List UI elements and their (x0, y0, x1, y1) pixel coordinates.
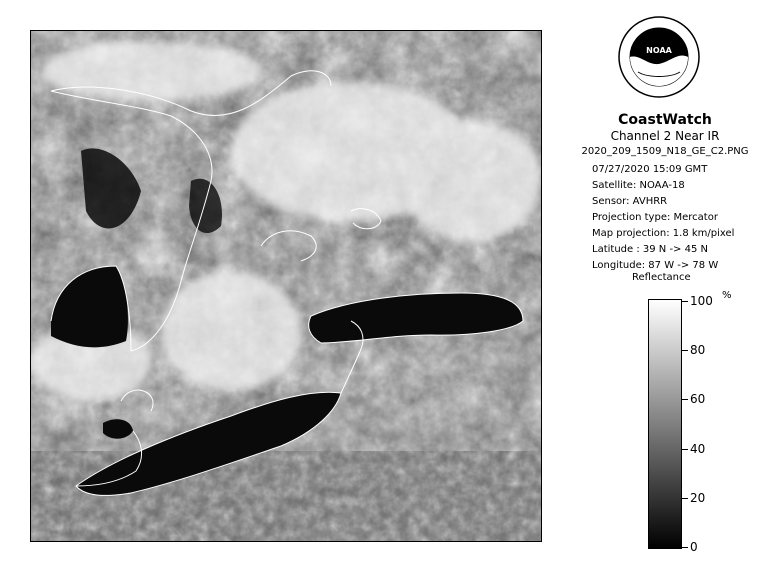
noaa-logo (618, 16, 700, 98)
colorbar-tick-label: 100 (690, 294, 713, 308)
filename-label: 2020_209_1509_N18_GE_C2.PNG (581, 146, 749, 157)
colorbar-tick (682, 498, 688, 499)
longitude-label: Longitude: 87 W -> 78 W (592, 260, 719, 271)
channel-label: Channel 2 Near IR (610, 129, 720, 143)
sensor-label: Sensor: AVHRR (592, 196, 668, 207)
satellite-label: Satellite: NOAA-18 (592, 180, 685, 191)
map-projection-label: Map projection: 1.8 km/pixel (592, 228, 735, 239)
logo-center-text: NOAA (646, 46, 672, 55)
satellite-image (30, 30, 542, 542)
latitude-label: Latitude : 39 N -> 45 N (592, 244, 708, 255)
colorbar-unit: % (722, 290, 732, 301)
colorbar-tick (682, 350, 688, 351)
colorbar-tick (682, 301, 688, 302)
colorbar-title: Reflectance (632, 272, 691, 283)
colorbar-tick (682, 547, 688, 548)
colorbar-tick-label: 60 (690, 392, 706, 406)
satellite-map-svg (31, 31, 541, 541)
colorbar-tick (682, 399, 688, 400)
colorbar-tick-label: 80 (690, 343, 706, 357)
colorbar-tick-label: 0 (690, 540, 698, 554)
noaa-emblem-icon (618, 16, 700, 98)
colorbar-tick-label: 20 (690, 491, 706, 505)
projection-type-label: Projection type: Mercator (592, 212, 718, 223)
colorbar-tick (682, 449, 688, 450)
datetime-label: 07/27/2020 15:09 GMT (592, 164, 708, 175)
brand-title: CoastWatch (618, 112, 712, 128)
reflectance-colorbar (648, 299, 682, 549)
colorbar-tick-label: 40 (690, 442, 706, 456)
